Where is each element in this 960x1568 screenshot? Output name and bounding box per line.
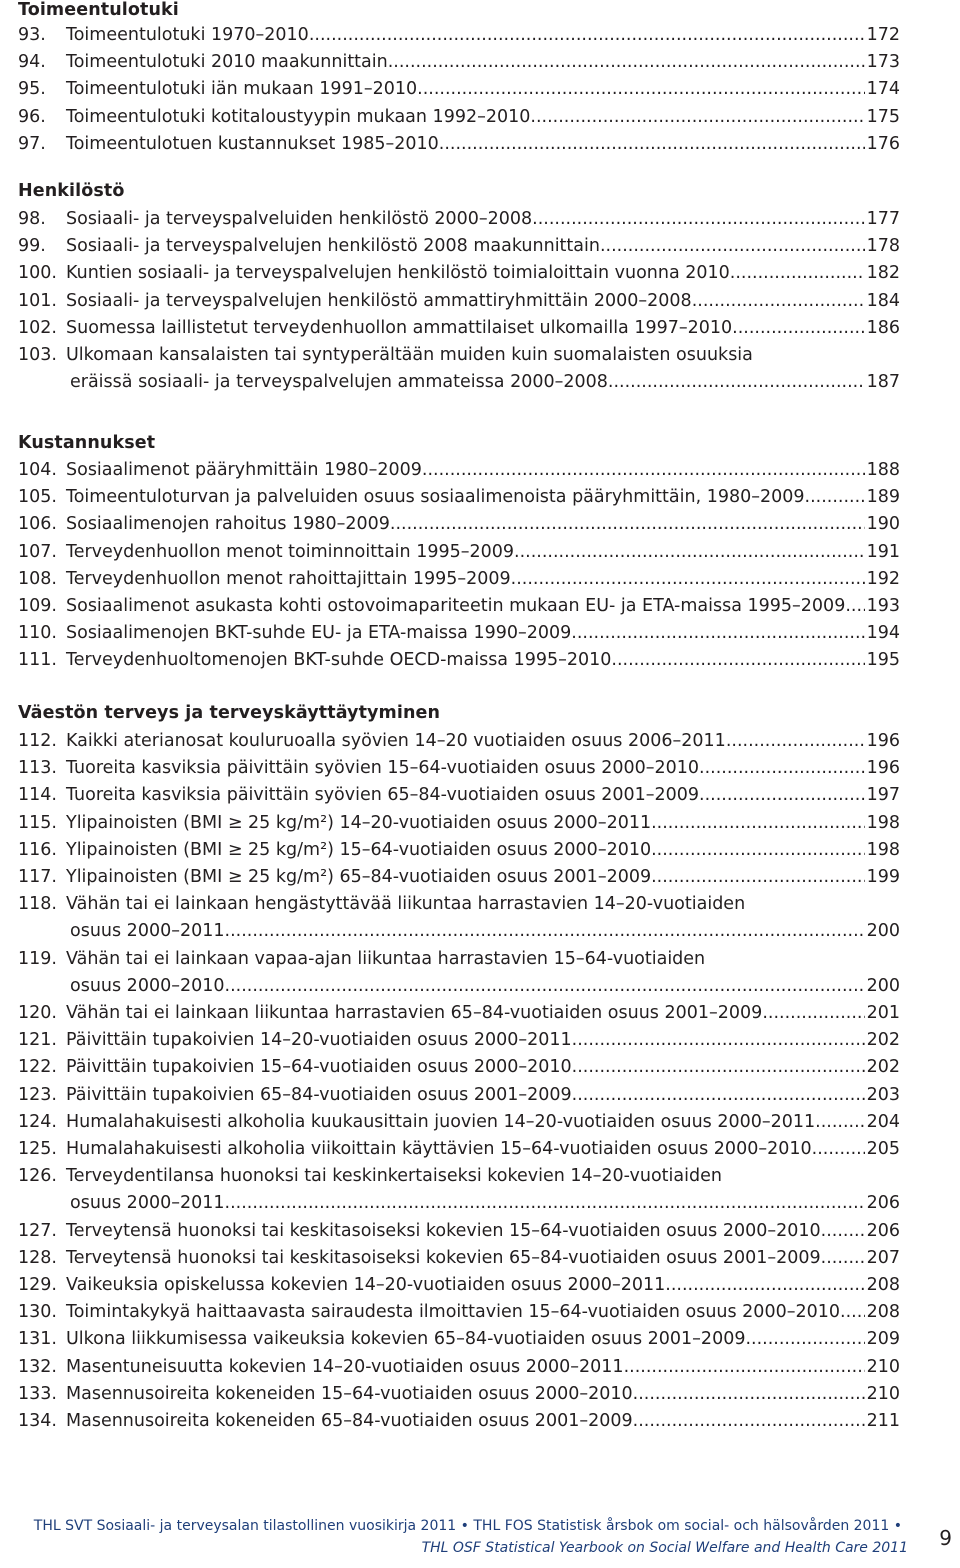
entry-page-number: 195 xyxy=(866,650,900,671)
entry-page-number: 202 xyxy=(866,1030,900,1051)
entry-number: 113. xyxy=(18,758,57,779)
toc-entry[interactable] xyxy=(18,49,900,76)
entry-title: Toimeentulotuki 1970–2010 xyxy=(66,25,309,45)
toc-entry[interactable] xyxy=(18,511,900,538)
entry-title: Tuoreita kasviksia päivittäin syövien 65–84-vuotiaiden osuus 2001–2009 xyxy=(66,785,700,806)
toc-entry[interactable] xyxy=(18,76,900,103)
footer-separator: • xyxy=(893,1518,902,1534)
entry-title: osuus 2000–2011 xyxy=(70,921,225,942)
entry-number: 111. xyxy=(18,650,57,671)
entry-page-number: 196 xyxy=(866,758,900,779)
toc-entry[interactable] xyxy=(18,315,900,342)
dot-leader xyxy=(572,1027,865,1054)
entry-title: Sosiaali- ja terveyspalvelujen henkilöstö 2008 maakunnittain xyxy=(66,236,600,257)
footer-publication-sv: THL FOS Statistisk årsbok om social- och hälsovården 2011 xyxy=(473,1518,890,1534)
entry-title: Toimintakykyä haittaavasta sairaudesta ilmoittavien 15–64-vuotiaiden osuus 2000–2010 xyxy=(66,1302,840,1323)
entry-title-line1: Ulkomaan kansalaisten tai syntyperältään muiden kuin suomalaisten osuuksia xyxy=(66,345,753,365)
entry-page-number: 176 xyxy=(866,133,900,154)
entry-number: 131. xyxy=(18,1329,57,1350)
entry-page-number: 193 xyxy=(866,596,900,616)
toc-entry[interactable] xyxy=(18,1163,900,1217)
toc-entry[interactable] xyxy=(18,1408,900,1435)
entry-number: 97. xyxy=(18,133,46,154)
entry-title: Sosiaalimenojen BKT-suhde EU- ja ETA-maissa 1990–2009 xyxy=(66,623,572,644)
dot-leader xyxy=(633,1408,865,1435)
entry-page-number: 182 xyxy=(866,263,900,284)
dot-leader xyxy=(732,315,864,342)
entry-number: 107. xyxy=(18,541,57,562)
dot-leader xyxy=(511,566,865,593)
footer-separator: • xyxy=(460,1518,469,1534)
dot-leader xyxy=(417,76,864,103)
toc-entry[interactable] xyxy=(18,233,900,260)
dot-leader xyxy=(651,864,864,891)
entry-title: Sosiaalimenojen rahoitus 1980–2009 xyxy=(66,514,390,535)
entry-number: 117. xyxy=(18,867,57,887)
dot-leader xyxy=(651,810,864,837)
toc-entry[interactable] xyxy=(18,864,900,891)
dot-leader xyxy=(651,837,864,864)
entry-page-number: 175 xyxy=(866,106,900,127)
dot-leader xyxy=(388,49,865,76)
toc-entry[interactable] xyxy=(18,810,900,837)
entry-number: 116. xyxy=(18,839,57,860)
entry-page-number: 201 xyxy=(866,1003,900,1023)
entry-number: 115. xyxy=(18,812,57,833)
footer xyxy=(0,1518,960,1568)
entry-title-line1: Vähän tai ei lainkaan vapaa-ajan liikuntaa harrastavien 15–64-vuotiaiden xyxy=(66,948,706,969)
dot-leader xyxy=(821,1218,865,1245)
toc-entry[interactable] xyxy=(18,728,900,755)
dot-leader xyxy=(699,782,865,809)
section-heading: Kustannukset xyxy=(18,433,156,453)
entry-number: 121. xyxy=(18,1030,57,1051)
dot-leader xyxy=(600,233,865,260)
entry-page-number: 173 xyxy=(866,52,900,73)
entry-page-number: 209 xyxy=(866,1329,900,1350)
entry-title: Tuoreita kasviksia päivittäin syövien 15–64-vuotiaiden osuus 2000–2010 xyxy=(66,758,700,779)
entry-number: 101. xyxy=(18,290,57,311)
entry-title: Masentuneisuutta kokevien 14–20-vuotiaiden osuus 2000–2011 xyxy=(66,1356,624,1377)
dot-leader xyxy=(572,1054,865,1081)
toc-entry[interactable] xyxy=(18,1299,900,1326)
section-heading: Henkilöstö xyxy=(18,181,125,201)
entry-page-number: 178 xyxy=(866,236,900,257)
dot-leader xyxy=(745,1326,864,1353)
dot-leader xyxy=(815,1109,864,1136)
dot-leader xyxy=(225,918,865,945)
entry-number: 129. xyxy=(18,1275,57,1295)
entry-title: Ulkona liikkumisessa vaikeuksia kokevien 65–84-vuotiaiden osuus 2001–2009 xyxy=(66,1329,746,1350)
footer-line-1 xyxy=(34,1518,902,1534)
entry-page-number: 189 xyxy=(866,487,900,508)
toc-entry[interactable] xyxy=(18,566,900,593)
entry-page-number: 199 xyxy=(866,867,900,887)
entry-title: Terveydenhuoltomenojen BKT-suhde OECD-maissa 1995–2010 xyxy=(66,650,612,671)
toc-entry[interactable] xyxy=(18,104,900,131)
entry-title: Sosiaali- ja terveyspalvelujen henkilöstö ammattiryhmittäin 2000–2008 xyxy=(66,290,692,311)
entry-page-number: 204 xyxy=(866,1111,900,1132)
page-number: 9 xyxy=(939,1526,952,1550)
toc-entry[interactable] xyxy=(18,457,900,484)
entry-number: 130. xyxy=(18,1302,57,1323)
entry-page-number: 191 xyxy=(866,541,900,562)
toc-entry[interactable] xyxy=(18,22,900,49)
entry-page-number: 200 xyxy=(866,975,900,996)
dot-leader xyxy=(225,973,865,1000)
entry-title: Kaikki aterianosat kouluruoalla syövien 14–20 vuotiaiden osuus 2006–2011 xyxy=(66,731,726,751)
entry-title: Toimeentulotuki kotitaloustyypin mukaan 1992–2010 xyxy=(66,106,531,127)
entry-title: Sosiaalimenot pääryhmittäin 1980–2009 xyxy=(66,460,422,480)
dot-leader xyxy=(225,1190,865,1217)
toc-entry[interactable] xyxy=(18,647,900,674)
entry-title: Kuntien sosiaali- ja terveyspalvelujen henkilöstö toimialoittain vuonna 2010 xyxy=(66,263,730,284)
entry-title: Toimeentuloturvan ja palveluiden osuus sosiaalimenoista pääryhmittäin, 1980–2009 xyxy=(66,487,805,508)
entry-title: eräissä sosiaali- ja terveyspalvelujen ammateissa 2000–2008 xyxy=(70,372,608,392)
entry-number: 93. xyxy=(18,25,46,45)
entry-number: 114. xyxy=(18,785,57,806)
entry-title: Vaikeuksia opiskelussa kokevien 14–20-vuotiaiden osuus 2000–2011 xyxy=(66,1275,666,1295)
entry-number: 98. xyxy=(18,209,46,229)
toc-entry[interactable] xyxy=(18,1054,900,1081)
entry-title: Masennusoireita kokeneiden 15–64-vuotiaiden osuus 2000–2010 xyxy=(66,1383,633,1404)
dot-leader xyxy=(840,1299,865,1326)
entry-page-number: 211 xyxy=(866,1411,900,1431)
dot-leader xyxy=(845,593,864,620)
entry-title: Humalahakuisesti alkoholia kuukausittain juovien 14–20-vuotiaiden osuus 2000–2011 xyxy=(66,1111,816,1132)
dot-leader xyxy=(532,206,864,233)
toc-entry[interactable] xyxy=(18,593,900,620)
entry-number: 102. xyxy=(18,317,57,338)
toc-entry[interactable] xyxy=(18,891,900,945)
entry-page-number: 190 xyxy=(866,514,900,535)
toc-entry[interactable] xyxy=(18,946,900,1000)
toc-entry[interactable] xyxy=(18,342,900,396)
entry-number: 104. xyxy=(18,460,57,480)
entry-page-number: 172 xyxy=(866,25,900,45)
entry-title: Päivittäin tupakoivien 14–20-vuotiaiden osuus 2000–2011 xyxy=(66,1030,572,1051)
entry-number: 126. xyxy=(18,1166,57,1187)
entry-title: Vähän tai ei lainkaan liikuntaa harrastavien 65–84-vuotiaiden osuus 2001–2009 xyxy=(66,1003,763,1023)
toc-entry[interactable] xyxy=(18,1109,900,1136)
toc-entry[interactable] xyxy=(18,1000,900,1027)
dot-leader xyxy=(699,755,865,782)
entry-number: 99. xyxy=(18,236,46,257)
entry-page-number: 200 xyxy=(866,921,900,942)
entry-title: Ylipainoisten (BMI ≥ 25 kg/m²) 65–84-vuotiaiden osuus 2001–2009 xyxy=(66,867,652,887)
entry-number: 124. xyxy=(18,1111,57,1132)
dot-leader xyxy=(611,647,864,674)
entry-number: 123. xyxy=(18,1084,57,1105)
section-heading: Väestön terveys ja terveyskäyttäytyminen xyxy=(18,703,441,723)
dot-leader xyxy=(422,457,865,484)
toc-entry[interactable] xyxy=(18,1218,900,1245)
toc-entry[interactable] xyxy=(18,782,900,809)
entry-title: Toimeentulotuki iän mukaan 1991–2010 xyxy=(66,79,418,100)
entry-title-line1: Terveydentilansa huonoksi tai keskinkertaiseksi kokevien 14–20-vuotiaiden xyxy=(66,1166,722,1187)
entry-number: 120. xyxy=(18,1003,57,1023)
entry-page-number: 177 xyxy=(866,209,900,229)
entry-number: 132. xyxy=(18,1356,57,1377)
toc-entry[interactable] xyxy=(18,288,900,315)
entry-number: 109. xyxy=(18,596,57,616)
toc-entry[interactable] xyxy=(18,837,900,864)
entry-page-number: 210 xyxy=(866,1383,900,1404)
entry-page-number: 206 xyxy=(866,1220,900,1241)
entry-page-number: 196 xyxy=(866,731,900,751)
entry-title: Terveytensä huonoksi tai keskitasoiseksi kokevien 65–84-vuotiaiden osuus 2001–2009 xyxy=(66,1247,821,1268)
dot-leader xyxy=(608,369,865,396)
toc-entry[interactable] xyxy=(18,1027,900,1054)
entry-page-number: 184 xyxy=(866,290,900,311)
toc-entry[interactable] xyxy=(18,1326,900,1353)
entry-number: 133. xyxy=(18,1383,57,1404)
entry-number: 119. xyxy=(18,948,57,969)
entry-number: 108. xyxy=(18,568,57,589)
entry-title: osuus 2000–2010 xyxy=(70,975,225,996)
entry-number: 105. xyxy=(18,487,57,508)
toc-entry[interactable] xyxy=(18,484,900,511)
entry-page-number: 188 xyxy=(866,460,900,480)
entry-title: Humalahakuisesti alkoholia viikoittain käyttävien 15–64-vuotiaiden osuus 2000–2010 xyxy=(66,1139,812,1159)
dot-leader xyxy=(692,288,865,315)
entry-page-number: 192 xyxy=(866,568,900,589)
toc-entry[interactable] xyxy=(18,1354,900,1381)
toc-entry[interactable] xyxy=(18,539,900,566)
entry-number: 134. xyxy=(18,1411,57,1431)
entry-title: Masennusoireita kokeneiden 65–84-vuotiaiden osuus 2001–2009 xyxy=(66,1411,633,1431)
dot-leader xyxy=(821,1245,865,1272)
entry-page-number: 194 xyxy=(866,623,900,644)
entry-title: Toimeentulotuen kustannukset 1985–2010 xyxy=(66,133,439,154)
entry-title: osuus 2000–2011 xyxy=(70,1193,225,1214)
dot-leader xyxy=(730,260,865,287)
entry-title: Suomessa laillistetut terveydenhuollon ammattilaiset ulkomailla 1997–2010 xyxy=(66,317,733,338)
toc-entry[interactable] xyxy=(18,206,900,233)
entry-number: 94. xyxy=(18,52,46,73)
dot-leader xyxy=(726,728,865,755)
entry-page-number: 206 xyxy=(866,1193,900,1214)
entry-title: Sosiaali- ja terveyspalveluiden henkilöstö 2000–2008 xyxy=(66,209,533,229)
entry-page-number: 198 xyxy=(866,812,900,833)
section-heading: Toimeentulotuki xyxy=(18,0,179,20)
toc-entry[interactable] xyxy=(18,131,900,158)
entry-title: Ylipainoisten (BMI ≥ 25 kg/m²) 14–20-vuotiaiden osuus 2000–2011 xyxy=(66,812,652,833)
entry-page-number: 210 xyxy=(866,1356,900,1377)
dot-leader xyxy=(530,104,864,131)
entry-title: Päivittäin tupakoivien 15–64-vuotiaiden osuus 2000–2010 xyxy=(66,1057,572,1078)
footer-publication-en: THL OSF Statistical Yearbook on Social Welfare and Health Care 2011 xyxy=(421,1540,908,1556)
entry-page-number: 208 xyxy=(866,1275,900,1295)
entry-number: 118. xyxy=(18,894,57,915)
entry-title-line1: Vähän tai ei lainkaan hengästyttävää liikuntaa harrastavien 14–20-vuotiaiden xyxy=(66,894,746,915)
entry-number: 96. xyxy=(18,106,46,127)
toc-entry[interactable] xyxy=(18,1245,900,1272)
dot-leader xyxy=(390,511,865,538)
footer-publication-fi: THL SVT Sosiaali- ja terveysalan tilastollinen vuosikirja 2011 xyxy=(33,1518,457,1534)
entry-title: Sosiaalimenot asukasta kohti ostovoimapariteetin mukaan EU- ja ETA-maissa 1995–2009 xyxy=(66,596,846,616)
entry-page-number: 186 xyxy=(866,317,900,338)
entry-title: Terveydenhuollon menot rahoittajittain 1995–2009 xyxy=(66,568,511,589)
entry-number: 112. xyxy=(18,731,57,751)
toc-entry[interactable] xyxy=(18,1082,900,1109)
entry-page-number: 203 xyxy=(866,1084,900,1105)
entry-page-number: 187 xyxy=(866,372,900,392)
entry-title: Päivittäin tupakoivien 65–84-vuotiaiden osuus 2001–2009 xyxy=(66,1084,572,1105)
entry-number: 103. xyxy=(18,345,57,365)
dot-leader xyxy=(812,1136,865,1163)
entry-page-number: 205 xyxy=(866,1139,900,1159)
entry-page-number: 208 xyxy=(866,1302,900,1323)
entry-page-number: 198 xyxy=(866,839,900,860)
entry-number: 128. xyxy=(18,1247,57,1268)
entry-title: Toimeentulotuki 2010 maakunnittain xyxy=(66,52,388,73)
toc-entry[interactable] xyxy=(18,1381,900,1408)
toc-entry[interactable] xyxy=(18,755,900,782)
entry-number: 106. xyxy=(18,514,57,535)
entry-number: 122. xyxy=(18,1057,57,1078)
dot-leader xyxy=(439,131,865,158)
dot-leader xyxy=(624,1354,865,1381)
dot-leader xyxy=(309,22,865,49)
entry-number: 95. xyxy=(18,79,46,100)
dot-leader xyxy=(665,1272,864,1299)
entry-page-number: 202 xyxy=(866,1057,900,1078)
entry-number: 125. xyxy=(18,1139,57,1159)
entry-title: Ylipainoisten (BMI ≥ 25 kg/m²) 15–64-vuotiaiden osuus 2000–2010 xyxy=(66,839,652,860)
toc-entry[interactable] xyxy=(18,260,900,287)
dot-leader xyxy=(514,539,865,566)
dot-leader xyxy=(572,1082,865,1109)
dot-leader xyxy=(571,620,864,647)
entry-page-number: 197 xyxy=(866,785,900,806)
entry-page-number: 207 xyxy=(866,1247,900,1268)
dot-leader xyxy=(633,1381,865,1408)
entry-number: 100. xyxy=(18,263,57,284)
entry-title: Terveytensä huonoksi tai keskitasoiseksi kokevien 15–64-vuotiaiden osuus 2000–2010 xyxy=(66,1220,821,1241)
entry-page-number: 174 xyxy=(866,79,900,100)
toc-entry[interactable] xyxy=(18,1272,900,1299)
entry-title: Terveydenhuollon menot toiminnoittain 1995–2009 xyxy=(66,541,515,562)
entry-number: 110. xyxy=(18,623,57,644)
toc-entry[interactable] xyxy=(18,620,900,647)
dot-leader xyxy=(762,1000,864,1027)
toc-entry[interactable] xyxy=(18,1136,900,1163)
entry-number: 127. xyxy=(18,1220,57,1241)
dot-leader xyxy=(805,484,865,511)
